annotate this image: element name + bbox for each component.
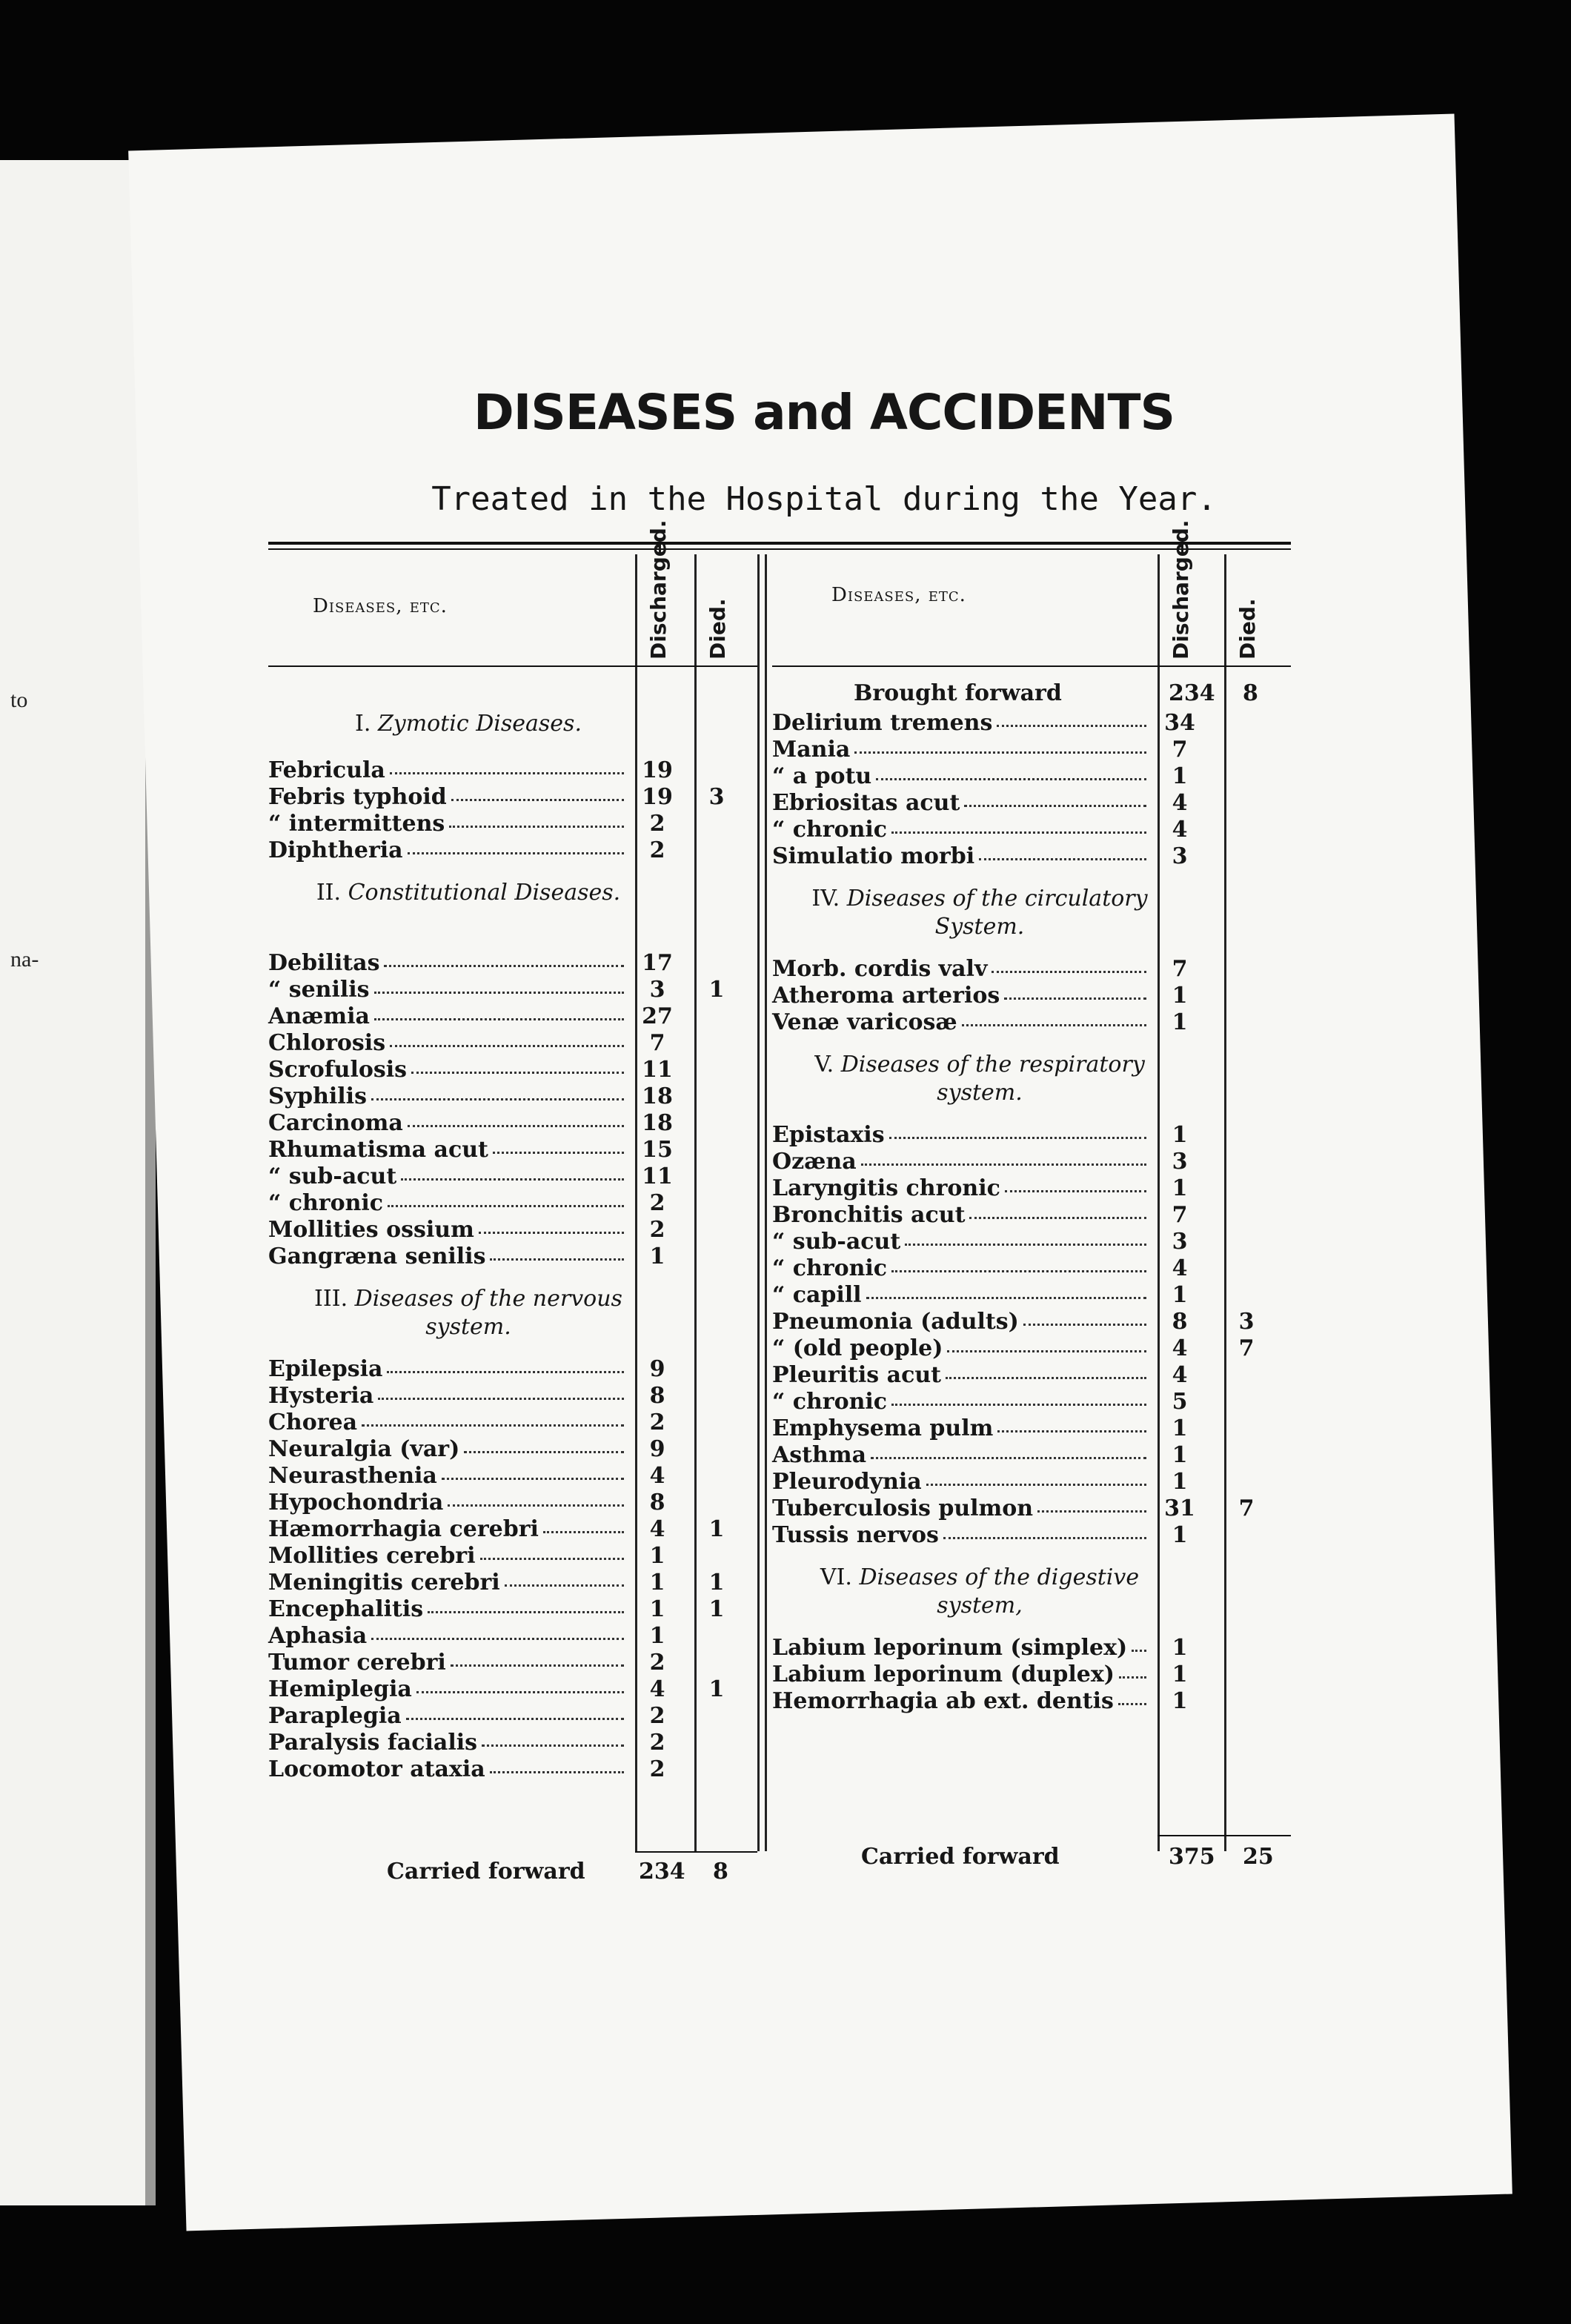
discharged-value: 1 [1172,1635,1188,1661]
row-label: Morb. cordis valv [772,956,988,982]
table-row [772,790,1291,817]
leader-dots [451,1660,624,1667]
row-label: Febricula [268,757,385,783]
left-page-fragment: na- [10,947,39,972]
column-divider [765,554,767,1851]
table-row [268,950,757,977]
left-page-edge [0,160,148,2205]
row-label: Labium leporinum (duplex) [772,1661,1115,1687]
died-value: 1 [708,977,725,1003]
left-page-fragment: to [10,688,28,712]
discharged-value: 19 [642,757,673,783]
discharged-value: 3 [649,977,665,1003]
discharged-value: 11 [642,1057,673,1083]
table-row [772,1122,1291,1149]
discharged-value: 1 [649,1244,665,1269]
leader-dots [1023,1319,1146,1326]
table-row [772,1282,1291,1309]
table-row [268,837,757,864]
row-label: Tuberculosis pulmon [772,1495,1034,1521]
row-label: Carcinoma [268,1110,403,1136]
leader-dots [1118,1699,1146,1705]
table-row [268,1623,757,1650]
row-label: Diphtheria [268,837,403,863]
discharged-value: 2 [649,1650,665,1676]
discharged-value: 1 [1172,1122,1188,1148]
leader-dots [891,1399,1146,1406]
discharged-value: 4 [649,1516,665,1542]
leader-dots [388,1201,624,1207]
table-row [772,1309,1291,1335]
table-row [268,1163,757,1190]
leader-dots [962,1020,1146,1026]
row-label: Epistaxis [772,1122,885,1148]
leader-dots [442,1473,624,1480]
leader-dots [480,1553,624,1560]
row-label: Hemiplegia [268,1676,412,1702]
table-row [772,1661,1291,1688]
discharged-value: 31 [1164,1495,1195,1521]
total-rule [635,1851,757,1853]
discharged-value: 3 [1172,843,1188,869]
row-label: Simulatio morbi [772,843,975,869]
table-row [772,1202,1291,1229]
diseases-header: Diseases, etc. [831,584,966,606]
leader-dots [451,794,624,801]
row-label: Febris typhoid [268,784,447,810]
table-row [772,1175,1291,1202]
leader-dots [384,960,624,967]
row-label: Hemorrhagia ab ext. dentis [772,1688,1114,1714]
row-label: Hæmorrhagia cerebri [268,1516,539,1542]
leader-dots [493,1147,624,1154]
leader-dots [374,1014,624,1020]
discharged-value: 2 [649,837,665,863]
row-label: “ sub-acut [268,1163,397,1189]
leader-dots [1119,1672,1146,1679]
row-label: Pleurodynia [772,1469,922,1495]
leader-dots [387,1367,624,1373]
discharged-value: 4 [1172,817,1188,843]
leader-dots [416,1687,624,1693]
leader-dots [1132,1645,1146,1652]
leader-dots [1004,993,1146,1000]
section-title: IV. Diseases of the circulatory System. [811,886,1148,940]
leader-dots [401,1174,624,1181]
section-title: III. Diseases of the nervous system. [314,1286,622,1340]
leader-dots [543,1527,624,1533]
header-rule [772,665,1291,667]
leader-dots [482,1740,624,1747]
table-row [772,1255,1291,1282]
row-label: “ chronic [772,1255,888,1281]
row-label: Delirium tremens [772,710,993,736]
discharged-value: 2 [649,1730,665,1756]
page [128,114,1512,2231]
header-rule [268,665,757,667]
died-value: 1 [708,1596,725,1622]
table-row [772,1009,1291,1036]
discharged-value: 1 [1172,763,1188,789]
discharged-value: 17 [642,950,673,976]
table-row [772,1389,1291,1415]
discharged-value: 8 [649,1490,665,1515]
row-label: Paralysis facialis [268,1730,478,1756]
discharged-value: 1 [1172,1442,1188,1468]
leader-dots [997,720,1146,727]
table-row [268,1650,757,1676]
discharged-header: Discharged. [646,519,671,660]
table-row [268,1730,757,1756]
table-row [772,1688,1291,1715]
leader-dots [371,1633,624,1640]
row-label: Gangræna senilis [268,1244,486,1269]
row-label: Pneumonia (adults) [772,1309,1019,1335]
discharged-value: 1 [1172,1009,1188,1035]
table-row [268,1463,757,1490]
leader-dots [891,1266,1146,1272]
leader-dots [505,1580,624,1587]
section-title: VI. Diseases of the digestive system, [820,1564,1140,1618]
leader-dots [411,1067,624,1074]
leader-dots [479,1227,624,1234]
row-label: Laryngitis chronic [772,1175,1000,1201]
row-label: Encephalitis [268,1596,424,1622]
row-label: Ebriositas acut [772,790,960,816]
leader-dots [490,1767,624,1773]
discharged-value: 15 [642,1137,673,1163]
row-label: Bronchitis acut [772,1202,966,1228]
table-row [772,1149,1291,1175]
discharged-header: Discharged. [1169,519,1193,660]
discharged-value: 7 [649,1030,665,1056]
died-value: 3 [708,784,725,810]
row-label: “ a potu [772,763,872,789]
table-row [772,1335,1291,1362]
carried-forward-discharged: 375 [1169,1844,1215,1870]
discharged-value: 2 [649,1217,665,1243]
row-label: Mollities cerebri [268,1543,476,1569]
leader-dots [926,1479,1146,1486]
discharged-value: 18 [642,1083,673,1109]
table-row [268,1543,757,1570]
row-label: Debilitas [268,950,380,976]
table-row [268,1436,757,1463]
discharged-value: 3 [1172,1149,1188,1175]
table-row [772,1442,1291,1469]
table-row [772,1522,1291,1549]
leader-dots [891,827,1146,834]
table-row [268,811,757,837]
leader-dots [946,1372,1146,1379]
leader-dots [1037,1506,1146,1513]
row-label: Ozæna [772,1149,857,1175]
diseases-header: Diseases, etc. [313,595,448,617]
top-rule-thin [268,548,1291,550]
table-row [268,1003,757,1030]
table-row [268,1217,757,1244]
leader-dots [406,1713,624,1720]
discharged-value: 18 [642,1110,673,1136]
discharged-value: 4 [1172,1255,1188,1281]
table-row [772,1635,1291,1661]
section-title: II. Constitutional Diseases. [316,880,621,906]
carried-forward-label: Carried forward [861,1844,1060,1870]
section-title: V. Diseases of the respiratory system. [814,1052,1145,1106]
discharged-value: 9 [649,1436,665,1462]
table-row [268,1244,757,1270]
row-label: Hypochondria [268,1490,444,1515]
discharged-value: 8 [1172,1309,1188,1335]
column-divider [757,554,760,1851]
row-label: “ chronic [268,1190,384,1216]
discharged-value: 7 [1172,737,1188,763]
discharged-value: 1 [649,1596,665,1622]
row-label: Neurasthenia [268,1463,437,1489]
discharged-value: 1 [1172,1522,1188,1548]
table-row [268,977,757,1003]
table-row [772,737,1291,763]
died-value: 3 [1238,1309,1255,1335]
leader-dots [449,821,624,828]
row-label: Paraplegia [268,1703,402,1729]
table-row [772,1469,1291,1495]
table-row [268,1383,757,1410]
row-label: Emphysema pulm [772,1415,994,1441]
page-subtitle: Treated in the Hospital during the Year. [431,480,1217,518]
table-row [268,784,757,811]
row-label: Epilepsia [268,1356,383,1382]
row-label: “ capill [772,1282,862,1308]
discharged-value: 8 [649,1383,665,1409]
discharged-value: 27 [642,1003,673,1029]
table-row [268,1083,757,1110]
table-row [772,1495,1291,1522]
row-label: “ chronic [772,817,888,843]
table-row [268,1756,757,1783]
discharged-value: 4 [1172,790,1188,816]
top-rule [268,542,1291,545]
discharged-value: 7 [1172,1202,1188,1228]
discharged-value: 3 [1172,1229,1188,1255]
leader-dots [943,1533,1146,1539]
discharged-value: 2 [649,1190,665,1216]
table-row [268,1703,757,1730]
leader-dots [866,1292,1146,1299]
leader-dots [490,1254,624,1261]
row-label: Mollities ossium [268,1217,474,1243]
died-value: 7 [1238,1335,1255,1361]
discharged-value: 2 [649,1410,665,1435]
died-header: Died. [705,598,730,660]
leader-dots [876,774,1146,780]
table-row [268,1410,757,1436]
died-value: 7 [1238,1495,1255,1521]
brought-forward-discharged: 234 [1169,680,1215,706]
row-label: Meningitis cerebri [268,1570,500,1596]
leader-dots [992,966,1146,973]
table-row [268,1137,757,1163]
discharged-value: 1 [1172,1175,1188,1201]
row-label: Mania [772,737,851,763]
leader-dots [390,1040,624,1047]
row-label: “ intermittens [268,811,445,837]
discharged-value: 2 [649,811,665,837]
table-row [268,1030,757,1057]
row-label: Tussis nervos [772,1522,939,1548]
discharged-value: 1 [1172,983,1188,1009]
leader-dots [1005,1186,1146,1192]
discharged-value: 1 [649,1570,665,1596]
leader-dots [979,854,1146,860]
discharged-value: 9 [649,1356,665,1382]
row-label: Syphilis [268,1083,367,1109]
table-row [772,763,1291,790]
discharged-value: 1 [649,1623,665,1649]
died-value: 1 [708,1570,725,1596]
row-label: Rhumatisma acut [268,1137,488,1163]
discharged-value: 1 [1172,1688,1188,1714]
row-label: Scrofulosis [268,1057,408,1083]
discharged-value: 1 [1172,1282,1188,1308]
table-row [772,710,1291,737]
row-label: Venæ varicosæ [772,1009,957,1035]
table-row [268,1190,757,1217]
row-label: Hysteria [268,1383,374,1409]
carried-forward-label: Carried forward [387,1859,585,1885]
row-label: “ sub-acut [772,1229,901,1255]
row-label: Locomotor ataxia [268,1756,485,1782]
table-row [268,1596,757,1623]
carried-forward-died: 25 [1243,1844,1274,1870]
total-rule [1158,1835,1291,1836]
leader-dots [390,768,624,774]
table-row [268,1110,757,1137]
leader-dots [997,1426,1146,1432]
row-label: Asthma [772,1442,867,1468]
died-value: 1 [708,1676,725,1702]
brought-forward-label: Brought forward [854,680,1062,706]
discharged-value: 2 [649,1756,665,1782]
discharged-value: 4 [649,1676,665,1702]
page-title: DISEASES and ACCIDENTS [473,384,1175,441]
carried-forward-died: 8 [713,1859,728,1885]
row-label: Chorea [268,1410,358,1435]
row-label: Anæmia [268,1003,370,1029]
leader-dots [448,1500,624,1507]
row-label: “ (old people) [772,1335,943,1361]
died-value: 1 [708,1516,725,1542]
leader-dots [969,1212,1146,1219]
died-header: Died. [1235,598,1260,660]
discharged-value: 2 [649,1703,665,1729]
table-row [268,1570,757,1596]
discharged-value: 4 [649,1463,665,1489]
discharged-value: 5 [1172,1389,1188,1415]
carried-forward-discharged: 234 [639,1859,685,1885]
table-row [772,817,1291,843]
row-label: Chlorosis [268,1030,386,1056]
leader-dots [871,1452,1146,1459]
discharged-value: 4 [1172,1335,1188,1361]
table-row [268,1490,757,1516]
discharged-value: 4 [1172,1362,1188,1388]
row-label: Pleuritis acut [772,1362,942,1388]
discharged-value: 1 [1172,1661,1188,1687]
leader-dots [861,1159,1146,1166]
row-label: Neuralgia (var) [268,1436,460,1462]
leader-dots [964,800,1146,807]
discharged-value: 11 [642,1163,673,1189]
table-row [268,1516,757,1543]
discharged-value: 19 [642,784,673,810]
discharged-value: 1 [1172,1415,1188,1441]
leader-dots [428,1607,624,1613]
discharged-value: 34 [1164,710,1195,736]
leader-dots [378,1393,624,1400]
table-row [772,956,1291,983]
leader-dots [947,1346,1146,1352]
brought-forward-died: 8 [1243,680,1258,706]
table-row [772,843,1291,870]
table-row [772,983,1291,1009]
row-label: “ chronic [772,1389,888,1415]
leader-dots [362,1420,624,1427]
row-label: Aphasia [268,1623,368,1649]
table-row [268,1676,757,1703]
row-label: Labium leporinum (simplex) [772,1635,1128,1661]
section-title: I. Zymotic Diseases. [355,711,582,737]
leader-dots [408,848,624,854]
leader-dots [464,1447,624,1453]
leader-dots [408,1120,624,1127]
table-row [268,1057,757,1083]
leader-dots [371,1094,624,1100]
leader-dots [854,747,1146,754]
row-label: Atheroma arterios [772,983,1000,1009]
table-row [268,1356,757,1383]
leader-dots [374,987,624,994]
table-row [772,1415,1291,1442]
leader-dots [905,1239,1146,1246]
table-row [772,1229,1291,1255]
row-label: “ senilis [268,977,370,1003]
discharged-value: 1 [1172,1469,1188,1495]
discharged-value: 1 [649,1543,665,1569]
leader-dots [889,1132,1146,1139]
table-row [268,757,757,784]
table-row [772,1362,1291,1389]
row-label: Tumor cerebri [268,1650,446,1676]
discharged-value: 7 [1172,956,1188,982]
